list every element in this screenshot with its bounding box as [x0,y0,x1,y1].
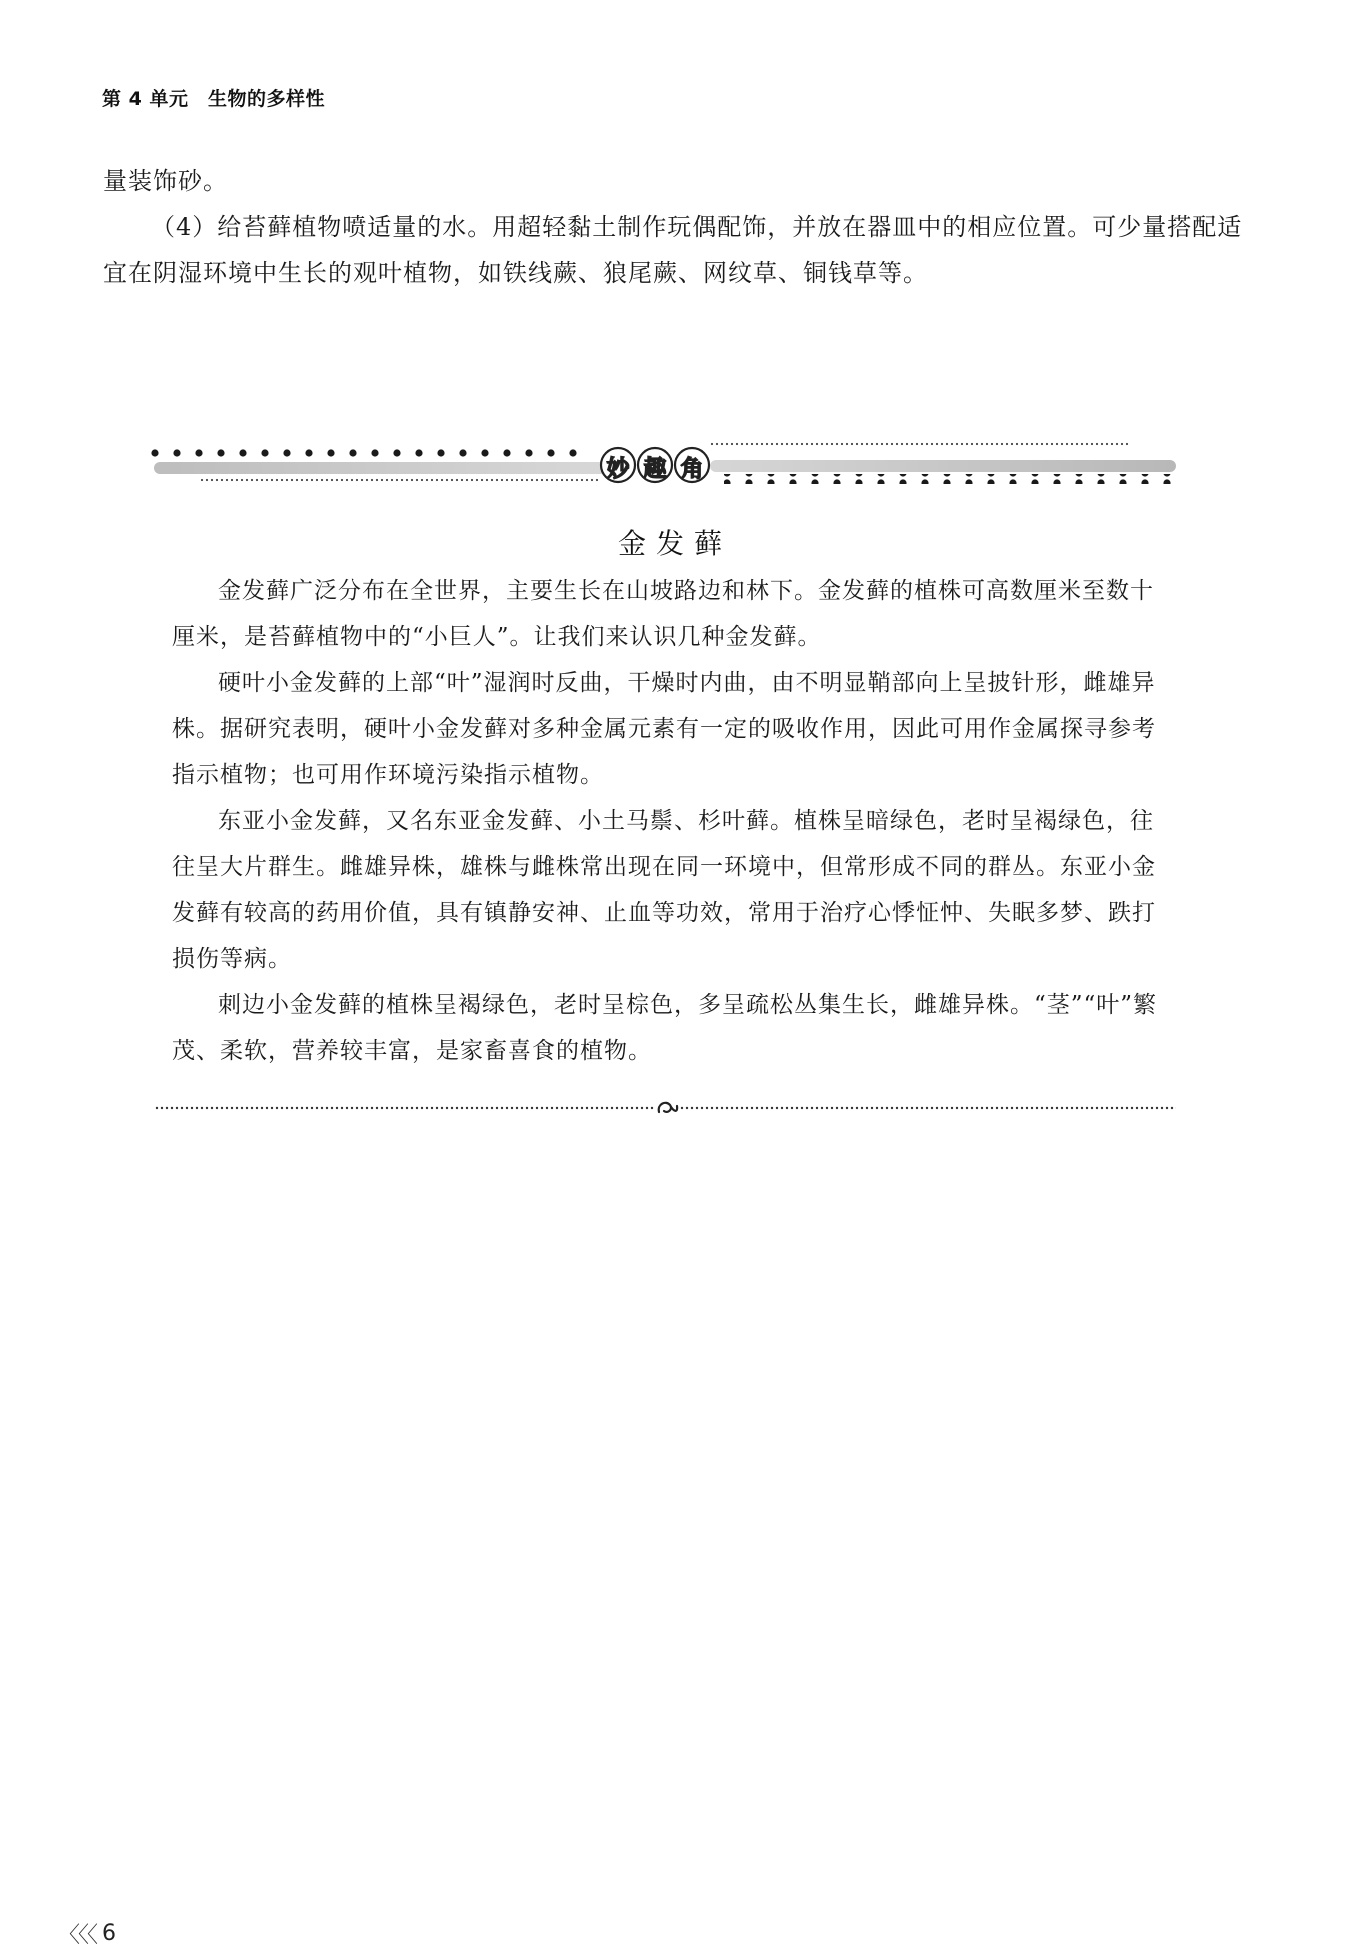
sidebar-footer-ornament [150,1094,1180,1124]
page-number: 6 [102,1921,117,1946]
sidebar-badge [598,438,712,494]
badge-char-2: 趣 [643,456,667,482]
sidebar-paragraph: 东亚小金发藓，又名东亚金发藓、小土马鬃、杉叶藓。植株呈暗绿色，老时呈褐绿色，往往呈大片群生。雌雄异株，雄株与雌株常出现在同一环境中，但常形成不同的群丛。东亚小金发藓有较高的药用价值，具有镇静安神、止血等功效，常用于治疗心悸怔忡、失眠多梦、跌打损伤等病。 [172,808,1156,972]
step-4-paragraph: （4）给苔藓植物喷适量的水。用超轻黏土制作玩偶配饰，并放在器皿中的相应位置。可少量搭配适宜在阴湿环境中生长的观叶植物，如铁线蕨、狼尾蕨、网纹草、铜钱草等。 [103,213,1243,287]
body-line: 量装饰砂。 [103,167,228,195]
badge-char-1: 妙 [606,456,630,482]
sidebar-paragraph: 金发藓广泛分布在全世界，主要生长在山坡路边和林下。金发藓的植株可高数厘米至数十厘米，是苔藓植物中的“小巨人”。让我们来认识几种金发藓。 [172,578,1154,650]
sidebar-title: 金发藓 [617,527,732,560]
page-folio [58,1918,116,1949]
sidebar-paragraph: 刺边小金发藓的植株呈褐绿色，老时呈棕色，多呈疏松丛集生长，雌雄异株。“茎”“叶”繁茂、柔软，营养较丰富，是家畜喜食的植物。 [172,992,1158,1064]
running-head: 第 4 单元 生物的多样性 [102,88,325,110]
chevrons-left-icon: 〈〈〈 [58,1923,97,1948]
body-text [103,158,1243,296]
badge-char-3: 角 [680,456,704,482]
sidebar-paragraph: 硬叶小金发藓的上部“叶”湿润时反曲，干燥时内曲，由不明显鞘部向上呈披针形，雌雄异株。据研究表明，硬叶小金发藓对多种金属元素有一定的吸收作用，因此可用作金属探寻参考指示植物；也可用作环境污染指示植物。 [172,670,1156,788]
sidebar-body [172,568,1172,1074]
sidebar-header [150,438,1180,494]
sidebar-footer [150,1094,1180,1124]
